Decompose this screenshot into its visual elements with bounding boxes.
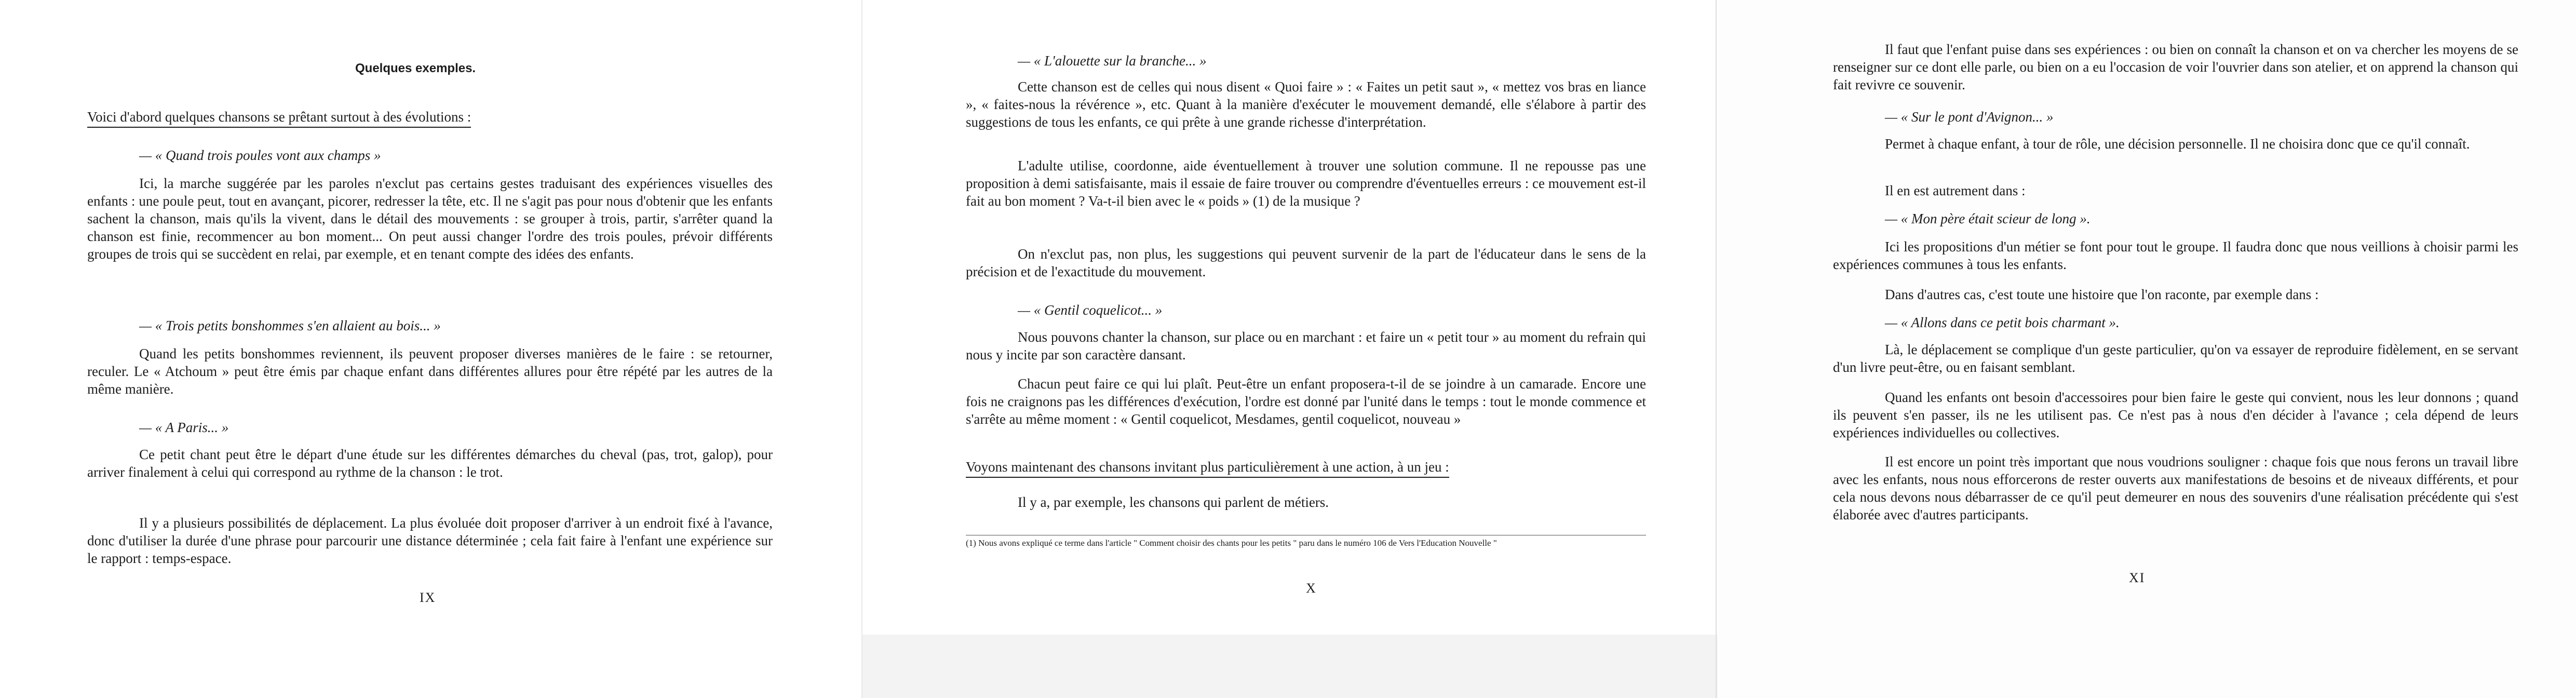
section-heading: Voici d'abord quelques chansons se prêtant surtout à des évolutions : — [87, 108, 471, 128]
paragraph: Il en est autrement dans : — [1885, 183, 2026, 198]
paragraph: Quand les petits bonshommes reviennent, ils peuvent proposer diverses manières de le faire : se retourner, reculer. Le « Atchoum » peut être émis par chaque enfant dans différentes allures pour être répété par les autres de la même manière. — [87, 346, 773, 397]
paragraph: Il y a, par exemple, les chansons qui parlent de métiers. — [1018, 494, 1329, 510]
paragraph: Nous pouvons chanter la chanson, sur place ou en marchant : et faire un « petit tour » au moment du refrain qui nous y incite par son caractère dansant. — [966, 329, 1646, 363]
paragraph: Il est encore un point très important que nous voudrions souligner : chaque fois que nous ferons un travail libre avec les enfants, nous nous efforcerons de rester ouverts aux manifestations de besoins et de niveaux différents, et pour cela nous devons nous débarrasser de ce qu'il peut demeurer en nous des souvenirs d'une réalisation précédente qui s'est élaborée avec d'autres participants. — [1833, 454, 2518, 522]
paragraph: Il faut que l'enfant puise dans ses expériences : ou bien on connaît la chanson et on va chercher les moyens de se renseigner sur ce dont elle parle, ou bien on a eu l'occasion de voir l'ouvrier dans son atelier, et on apprend la chanson qui fait revivre ce souvenir. — [1833, 42, 2518, 92]
page-gutter — [861, 0, 862, 698]
song-title: — « Quand trois poules vont aux champs » — [139, 147, 381, 163]
page-number: IX — [420, 590, 436, 605]
paragraph: On n'exclut pas, non plus, les suggestions qui peuvent survenir de la part de l'éducateur dans le sens de la précision et de l'exactitude du mouvement. — [966, 246, 1646, 279]
song-title: — « Mon père était scieur de long ». — [1885, 211, 2091, 226]
paragraph: Ce petit chant peut être le départ d'une étude sur les différentes démarches du cheval (pas, trot, galop), pour arriver finalement à celui qui correspond au rythme de la chanson : le trot. — [87, 447, 773, 480]
footnote: (1) Nous avons expliqué ce terme dans l'article " Comment choisir des chants pour les petits " paru dans le numéro 106 de Vers l'Education Nouvelle " — [966, 538, 1497, 548]
paragraph: Chacun peut faire ce qui lui plaît. Peut-être un enfant proposera-t-il de se joindre à un camarade. Encore une fois ne craignons pas les différences d'exécution, l'ordre est donné par l'unité dans le temps : tout le monde commence et s'arrête au même moment : « Gentil coquelicot, Mesdames, gentil coquelicot, nouveau » — [966, 376, 1646, 427]
paragraph: Là, le déplacement se complique d'un geste particulier, qu'on va essayer de reproduire fidèlement, en se servant d'un livre peut-être, ou en faisant semblant. — [1833, 342, 2518, 375]
paragraph: Dans d'autres cas, c'est toute une histoire que l'on raconte, par exemple dans : — [1885, 287, 2319, 302]
page-gutter — [1716, 0, 1717, 698]
paragraph: L'adulte utilise, coordonne, aide éventuellement à trouver une solution commune. Il ne repousse pas une proposition à demi satisfaisante, mais il essaie de faire trouver ou comprendre d'éventuelles erreurs : ce mouvement est-il fait au bon moment ? Va-t-il bien avec le « poids » (1) de la musique ? — [966, 158, 1646, 209]
paragraph: Cette chanson est de celles qui nous disent « Quoi faire » : « Faites un petit saut », « mettez vos bras en liance », « faites-nous la révérence », etc. Quant à la manière d'exécuter le mouvement demandé, elle s'élabore à partir des suggestions de tous les enfants, ce qui prête à une grande richesse d'interprétation. — [966, 79, 1646, 130]
page-ix — [0, 0, 862, 698]
page-x — [862, 0, 1719, 698]
song-title: — « Trois petits bonshommes s'en allaient au bois... » — [139, 318, 441, 333]
song-title: — « Allons dans ce petit bois charmant ». — [1885, 315, 2120, 330]
paragraph: Ici les propositions d'un métier se font pour tout le groupe. Il faudra donc que nous veillions à choisir parmi les expériences communes à tous les enfants. — [1833, 239, 2518, 272]
paragraph: Ici, la marche suggérée par les paroles n'exclut pas certains gestes traduisant des expériences visuelles des enfants : une poule peut, tout en avançant, picorer, redresser la tête, etc. Il ne s'agit pas pour nous d'obtenir que les enfants sachent la chanson, mais qu'ils la vivent, dans le détail des mouvements : se grouper à trois, partir, s'arrêter quand la chanson est finie, recommencer au bon moment... On peut aussi changer l'ordre des trois poules, prévoir différents groupes de trois qui se succèdent en relai, par exemple, et en tenant compte des idées des enfants. — [87, 176, 773, 262]
page-number: XI — [2129, 570, 2146, 585]
song-title: — « A Paris... » — [139, 420, 229, 435]
page-xi — [1719, 0, 2576, 698]
section-heading: Voyons maintenant des chansons invitant plus particulièrement à une action, à un jeu : — [966, 458, 1449, 478]
page-number: X — [1306, 581, 1317, 596]
paragraph: Permet à chaque enfant, à tour de rôle, une décision personnelle. Il ne choisira donc que ce qu'il connaît. — [1885, 136, 2470, 152]
paragraph: Quand les enfants ont besoin d'accessoires pour bien faire le geste qui convient, nous les leur donnons ; quand ils peuvent s'en passer, ils ne les utilisent pas. Ce n'est pas à nous d'en décider à l'avance ; cela dépend de leurs expériences individuelles ou collectives. — [1833, 390, 2518, 440]
song-title: — « Sur le pont d'Avignon... » — [1885, 109, 2054, 125]
song-title: — « Gentil coquelicot... » — [1018, 302, 1163, 318]
section-title: Quelques exemples. — [355, 61, 476, 75]
paragraph: Il y a plusieurs possibilités de déplacement. La plus évoluée doit proposer d'arriver à un endroit fixé à l'avance, donc d'utiliser la durée d'une phrase pour parcourir une distance déterminée ; cela fait faire à l'enfant une expérience sur le rapport : temps-espace. — [87, 515, 773, 566]
song-title: — « L'alouette sur la branche... » — [1018, 53, 1207, 69]
